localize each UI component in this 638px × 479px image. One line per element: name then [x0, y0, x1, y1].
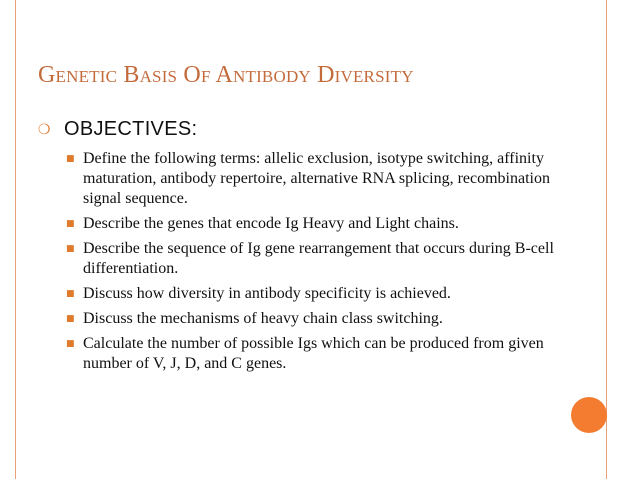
decorative-circle: [571, 397, 607, 433]
objective-text: Discuss how diversity in antibody specificity is achieved.: [83, 285, 451, 302]
objective-text: Define the following terms: allelic exclusion, isotype switching, affinity maturation, antibody repertoire, alternative RNA splicing, recombination signal sequence.: [83, 150, 550, 207]
objective-text: Describe the genes that encode Ig Heavy and Light chains.: [83, 215, 459, 232]
objective-text: Discuss the mechanisms of heavy chain class switching.: [83, 310, 443, 327]
square-bullet-icon: ■: [66, 154, 75, 164]
ring-bullet-icon: ❍: [38, 121, 51, 138]
objectives-heading-row: [38, 118, 197, 141]
objectives-heading: OBJECTIVES:: [64, 118, 198, 140]
objectives-list: [66, 149, 556, 379]
square-bullet-icon: ■: [66, 244, 75, 254]
list-item: [66, 284, 556, 304]
objective-text: Describe the sequence of Ig gene rearrangement that occurs during B-cell differentiation.: [83, 240, 554, 277]
square-bullet-icon: ■: [66, 339, 75, 349]
slide-title: Genetic Basis Of Antibody Diversity: [38, 62, 414, 88]
square-bullet-icon: ■: [66, 289, 75, 299]
square-bullet-icon: ■: [66, 314, 75, 324]
square-bullet-icon: ■: [66, 219, 75, 229]
list-item: [66, 239, 556, 279]
objective-text: Calculate the number of possible Igs which can be produced from given number of V, J, D, and C genes.: [83, 335, 544, 372]
list-item: [66, 309, 556, 329]
list-item: [66, 334, 556, 374]
list-item: [66, 149, 556, 209]
list-item: [66, 214, 556, 234]
